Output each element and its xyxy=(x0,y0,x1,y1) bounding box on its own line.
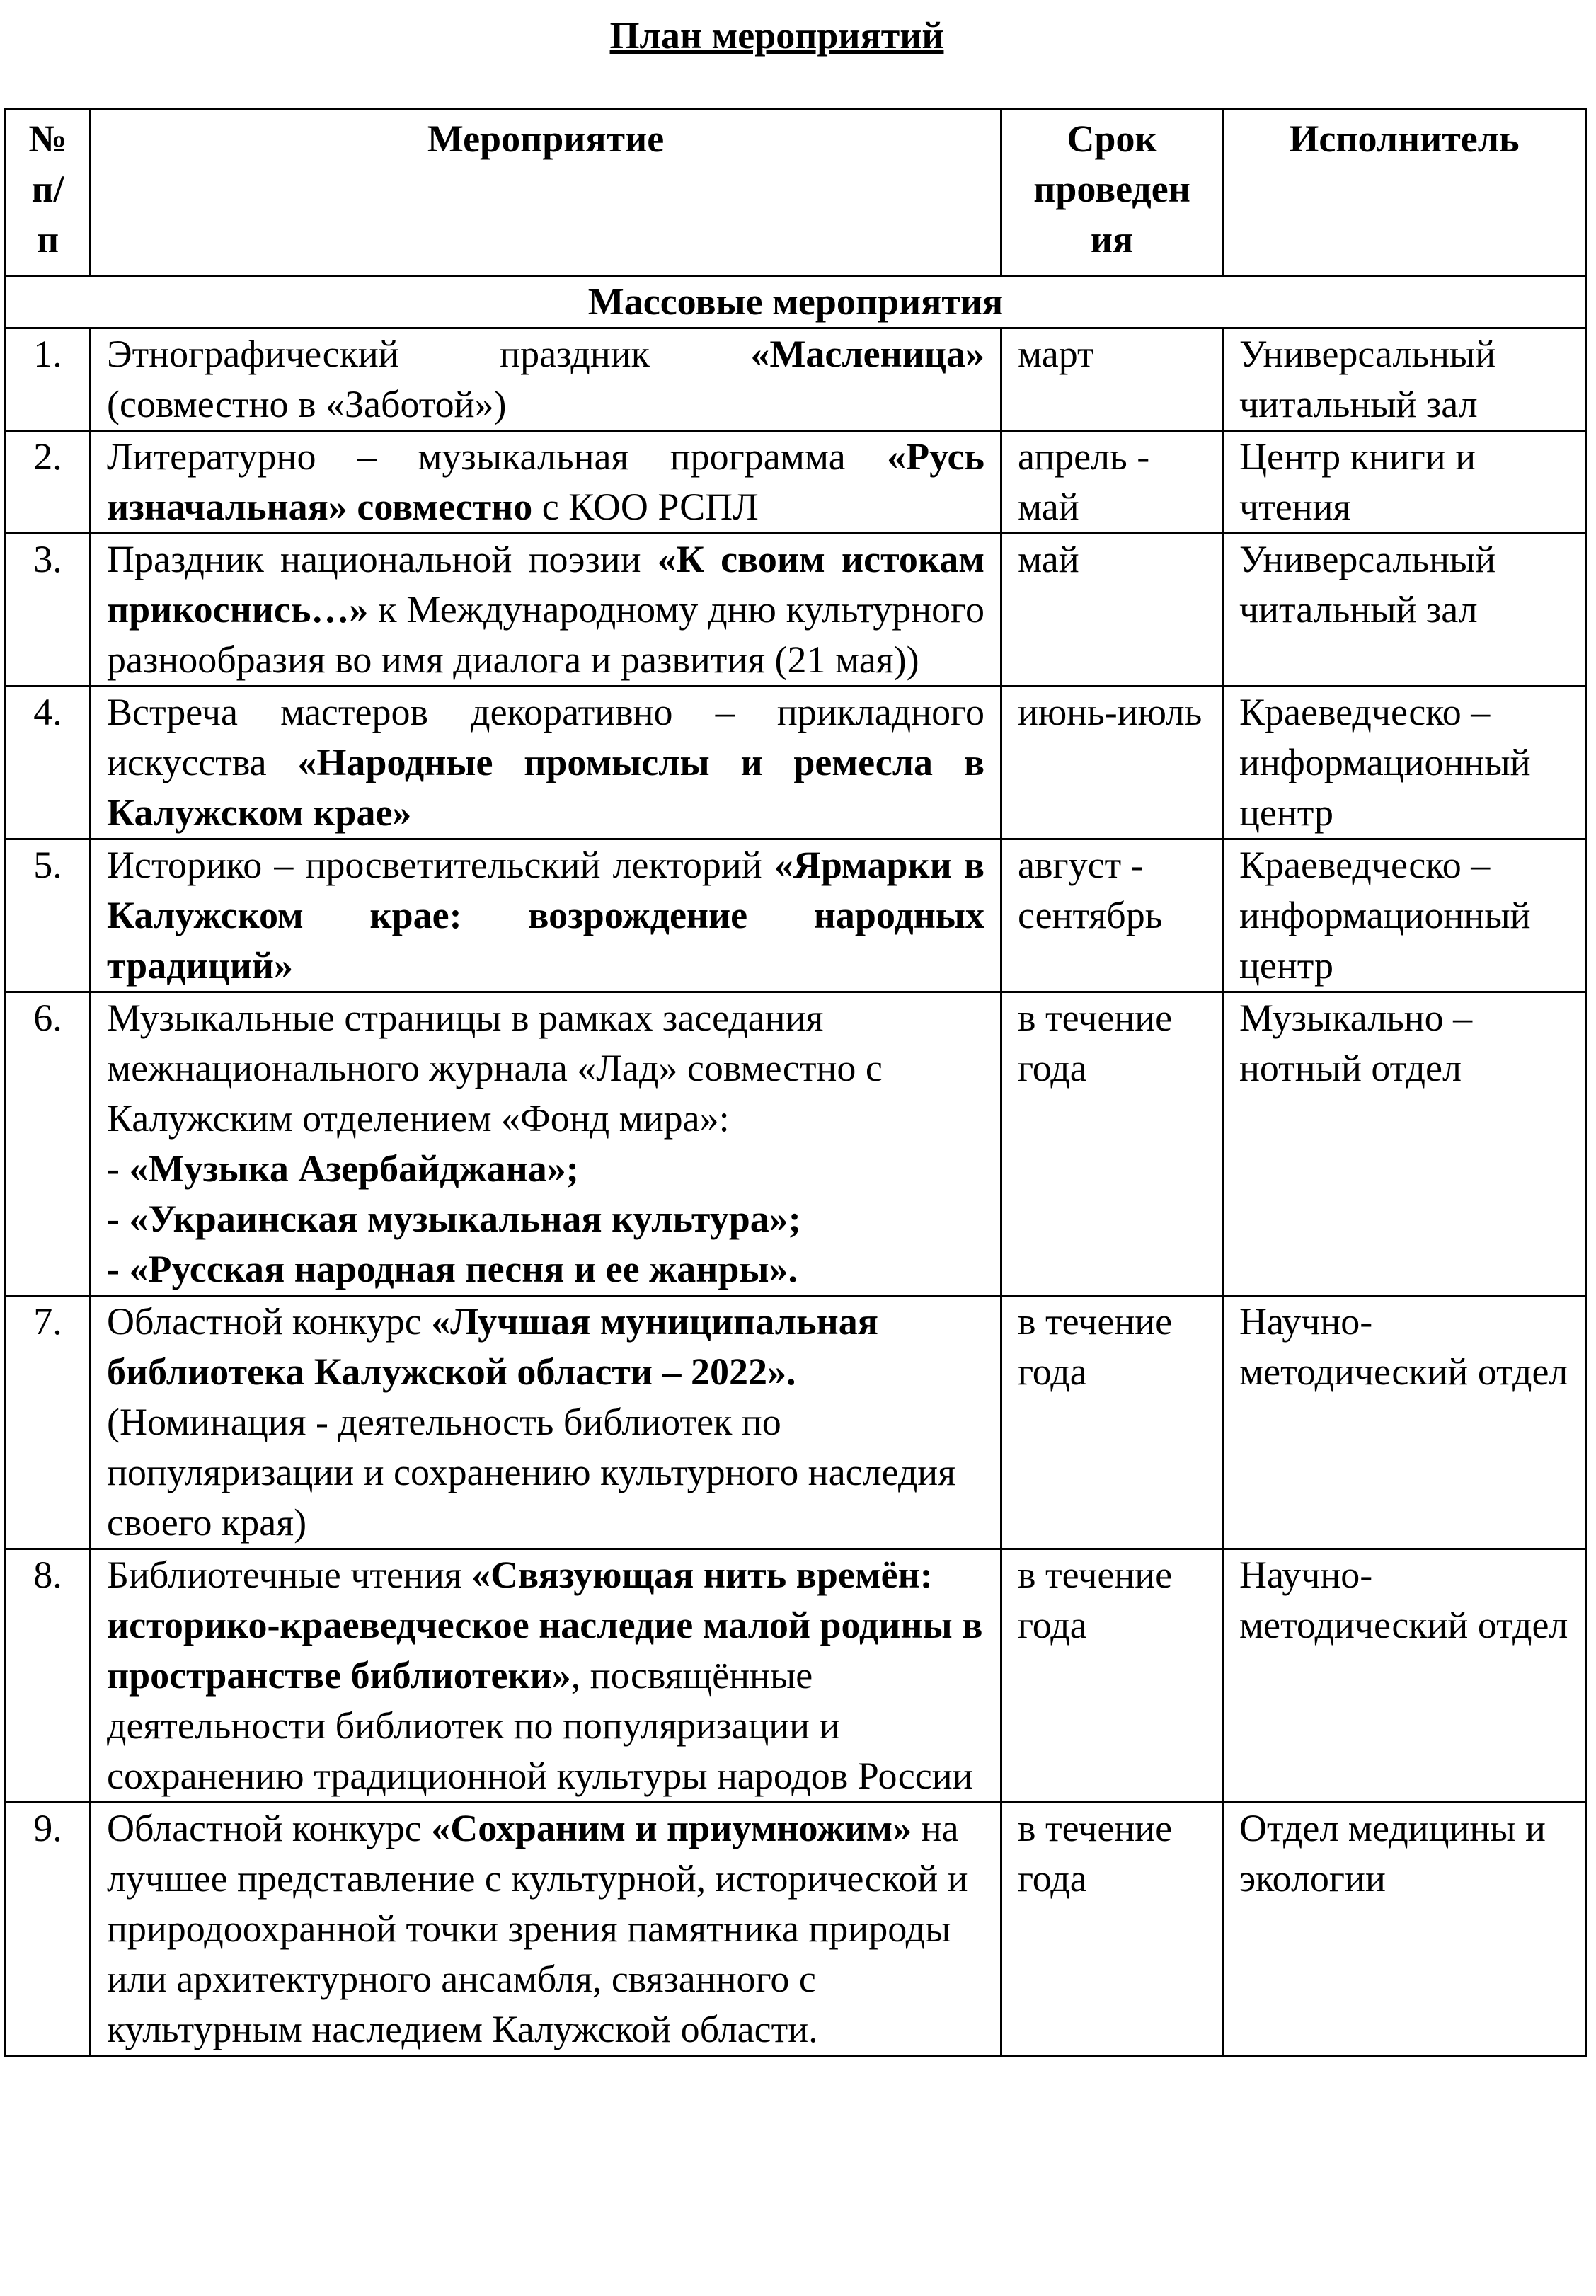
row-number: 8. xyxy=(6,1549,91,1803)
row-number: 5. xyxy=(6,839,91,992)
row-date: март xyxy=(1001,328,1223,431)
row-performer: Краеведческо – информационный центр xyxy=(1223,687,1586,839)
row-date: в течение года xyxy=(1001,1296,1223,1549)
row-number: 2. xyxy=(6,431,91,534)
row-performer: Универсальный читальный зал xyxy=(1223,328,1586,431)
row-number: 6. xyxy=(6,992,91,1296)
row-performer: Научно-методический отдел xyxy=(1223,1296,1586,1549)
list-item: - «Музыка Азербайджана»; xyxy=(107,1147,579,1190)
events-table xyxy=(4,108,1587,2057)
row-event: Историко – просветительский лекторий «Ярмарки в Калужском крае: возрождение народных традиций» xyxy=(91,839,1001,992)
header-event: Мероприятие xyxy=(91,109,1001,276)
document-title: План мероприятий xyxy=(609,14,944,57)
row-number: 3. xyxy=(6,534,91,687)
row-date: в течение года xyxy=(1001,992,1223,1296)
header-performer: Исполнитель xyxy=(1223,109,1586,276)
row-event: Областной конкурс «Лучшая муниципальная библиотека Калужской области – 2022». (Номинация - деятельность библиотек по популяризации и сохранению культурного наследия своего края) xyxy=(91,1296,1001,1549)
row-performer: Центр книги и чтения xyxy=(1223,431,1586,534)
row-performer: Музыкально – нотный отдел xyxy=(1223,992,1586,1296)
row-performer: Универсальный читальный зал xyxy=(1223,534,1586,687)
row-event: Библиотечные чтения «Связующая нить времён: историко-краеведческое наследие малой родины в пространстве библиотеки», посвящённые деятельности библиотек по популяризации и сохранению традиционной культуры народов России xyxy=(91,1549,1001,1803)
row-event: Литературно – музыкальная программа «Русь изначальная» совместно с КОО РСПЛ xyxy=(91,431,1001,534)
row-event: Областной конкурс «Сохраним и приумножим» на лучшее представление с культурной, исторической и природоохранной точки зрения памятника природы или архитектурного ансамбля, связанного с культурным наследием Калужской области. xyxy=(91,1803,1001,2056)
row-event: Этнографический праздник «Масленица» (совместно в «Заботой») xyxy=(91,328,1001,431)
table-row xyxy=(6,1296,1586,1549)
row-event: Музыкальные страницы в рамках заседания межнационального журнала «Лад» совместно с Калужским отделением «Фонд мира»: - «Музыка Азербайджана»; - «Украинская музыкальная культура»; - «Русская народная песня и ее жанры». xyxy=(91,992,1001,1296)
row-performer: Научно-методический отдел xyxy=(1223,1549,1586,1803)
row-number: 9. xyxy=(6,1803,91,2056)
table-row xyxy=(6,431,1586,534)
row-number: 7. xyxy=(6,1296,91,1549)
header-date: Срок проведен ия xyxy=(1001,109,1223,276)
table-row xyxy=(6,687,1586,839)
row-number: 1. xyxy=(6,328,91,431)
table-row xyxy=(6,328,1586,431)
table-row xyxy=(6,992,1586,1296)
row-event: Праздник национальной поэзии «К своим истокам прикоснись…» к Международному дню культурного разнообразия во имя диалога и развития (21 мая)) xyxy=(91,534,1001,687)
section-row xyxy=(6,276,1586,328)
table-row xyxy=(6,839,1586,992)
row-date: июнь-июль xyxy=(1001,687,1223,839)
row-event: Встреча мастеров декоративно – прикладного искусства «Народные промыслы и ремесла в Калужском крае» xyxy=(91,687,1001,839)
row-date: апрель - май xyxy=(1001,431,1223,534)
row-date: в течение года xyxy=(1001,1803,1223,2056)
table-row xyxy=(6,1803,1586,2056)
row-performer: Отдел медицины и экологии xyxy=(1223,1803,1586,2056)
row-date: в течение года xyxy=(1001,1549,1223,1803)
table-header-row xyxy=(6,109,1586,276)
list-item: - «Русская народная песня и ее жанры». xyxy=(107,1248,798,1290)
section-title: Массовые мероприятия xyxy=(6,276,1586,328)
row-date: май xyxy=(1001,534,1223,687)
header-number: № п/ п xyxy=(6,109,91,276)
row-date: август - сентябрь xyxy=(1001,839,1223,992)
row-number: 4. xyxy=(6,687,91,839)
table-row xyxy=(6,534,1586,687)
table-row xyxy=(6,1549,1586,1803)
row-performer: Краеведческо – информационный центр xyxy=(1223,839,1586,992)
list-item: - «Украинская музыкальная культура»; xyxy=(107,1198,801,1240)
